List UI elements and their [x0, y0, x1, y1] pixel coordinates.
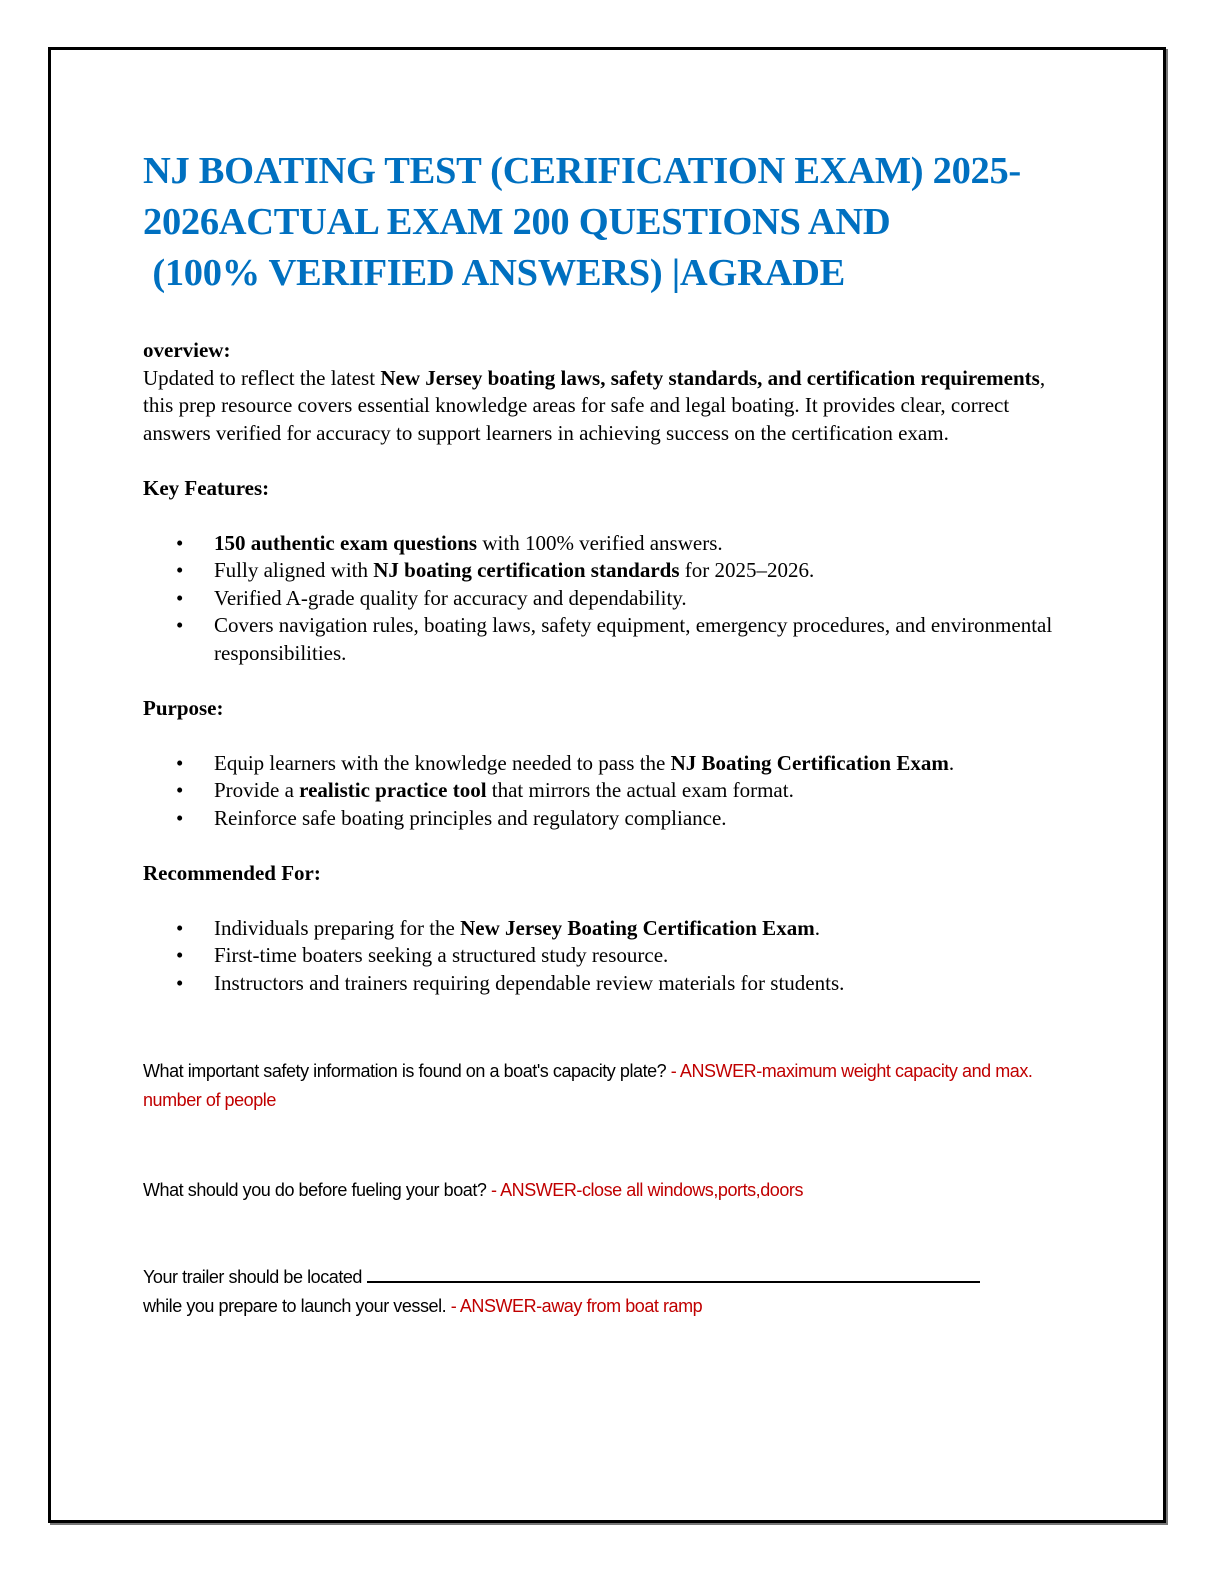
text: Updated to reflect the latest — [143, 365, 381, 390]
title-line: (100% VERIFIED ANSWERS) |AGRADE — [143, 252, 845, 294]
overview-heading: overview: — [143, 338, 231, 362]
fill-in-blank-line — [367, 1267, 980, 1283]
question-item — [143, 1057, 1073, 1115]
recommended-heading: Recommended For: — [143, 861, 321, 885]
text: that mirrors the actual exam format. — [486, 778, 794, 802]
key-features-section — [143, 475, 1073, 667]
title-line: 2026ACTUAL EXAM 200 QUESTIONS AND — [143, 201, 891, 243]
text: Provide a — [214, 778, 300, 802]
list-item — [143, 805, 1073, 833]
text: for 2025–2026. — [679, 558, 815, 582]
text: Verified A-grade quality for accuracy and dependability. — [214, 585, 687, 610]
list-item — [143, 942, 1073, 970]
bold-text: New Jersey boating laws, safety standards, and certification requirements — [380, 365, 1040, 390]
text: Covers navigation rules, boating laws, safety equipment, emergency procedures, and environmental responsibilities. — [214, 613, 1053, 665]
text: Instructors and trainers requiring dependable review materials for students. — [214, 970, 845, 995]
text: Equip learners with the knowledge needed to pass the — [214, 750, 671, 775]
bold-text: NJ boating certification standards — [373, 558, 680, 582]
bold-text: New Jersey Boating Certification Exam — [460, 915, 815, 940]
list-item — [143, 557, 1073, 585]
title-line: NJ BOATING TEST (CERIFICATION EXAM) 2025- — [143, 150, 1021, 192]
overview-paragraph — [143, 365, 1073, 448]
text: Reinforce safe boating principles and regulatory compliance. — [214, 805, 727, 830]
text: , this prep resource covers essential knowledge areas for safe and legal boating. It provides clear, correct answers verified for accuracy to support learners in achieving success on the certification exam. — [143, 365, 1046, 445]
list-item — [143, 612, 1073, 667]
bold-text: realistic practice tool — [299, 778, 487, 802]
text: . — [948, 750, 955, 775]
question-item — [143, 1263, 1073, 1321]
list-item — [143, 585, 1073, 613]
question-text: Your trailer should be located — [143, 1267, 367, 1287]
answer-text: - ANSWER-away from boat ramp — [450, 1296, 703, 1316]
list-item — [143, 750, 1073, 778]
list-item — [143, 777, 1073, 805]
question-text: while you prepare to launch your vessel. — [143, 1296, 451, 1316]
text: First-time boaters seeking a structured study resource. — [214, 943, 669, 967]
answer-text: - ANSWER-maximum weight capacity and max. number of people — [143, 1061, 1033, 1110]
purpose-heading: Purpose: — [143, 696, 224, 720]
recommended-section — [143, 860, 1073, 997]
question-text: What should you do before fueling your boat? — [143, 1180, 491, 1200]
list-item — [143, 530, 1073, 558]
document-title — [143, 146, 1073, 299]
purpose-section — [143, 695, 1073, 832]
question-item — [143, 1176, 1073, 1205]
text: . — [814, 915, 820, 940]
text: Fully aligned with — [214, 558, 374, 582]
list-item — [143, 915, 1073, 943]
list-item — [143, 970, 1073, 998]
key-features-heading: Key Features: — [143, 476, 270, 500]
answer-text: - ANSWER-close all windows,ports,doors — [491, 1180, 804, 1200]
bold-text: NJ Boating Certification Exam — [670, 750, 949, 775]
overview-section — [143, 337, 1073, 447]
document-body — [143, 146, 1073, 1321]
text: with 100% verified answers. — [477, 530, 723, 555]
question-text: What important safety information is found on a boat's capacity plate? — [143, 1061, 671, 1081]
text: Individuals preparing for the — [214, 915, 461, 940]
bold-text: 150 authentic exam questions — [214, 530, 478, 555]
